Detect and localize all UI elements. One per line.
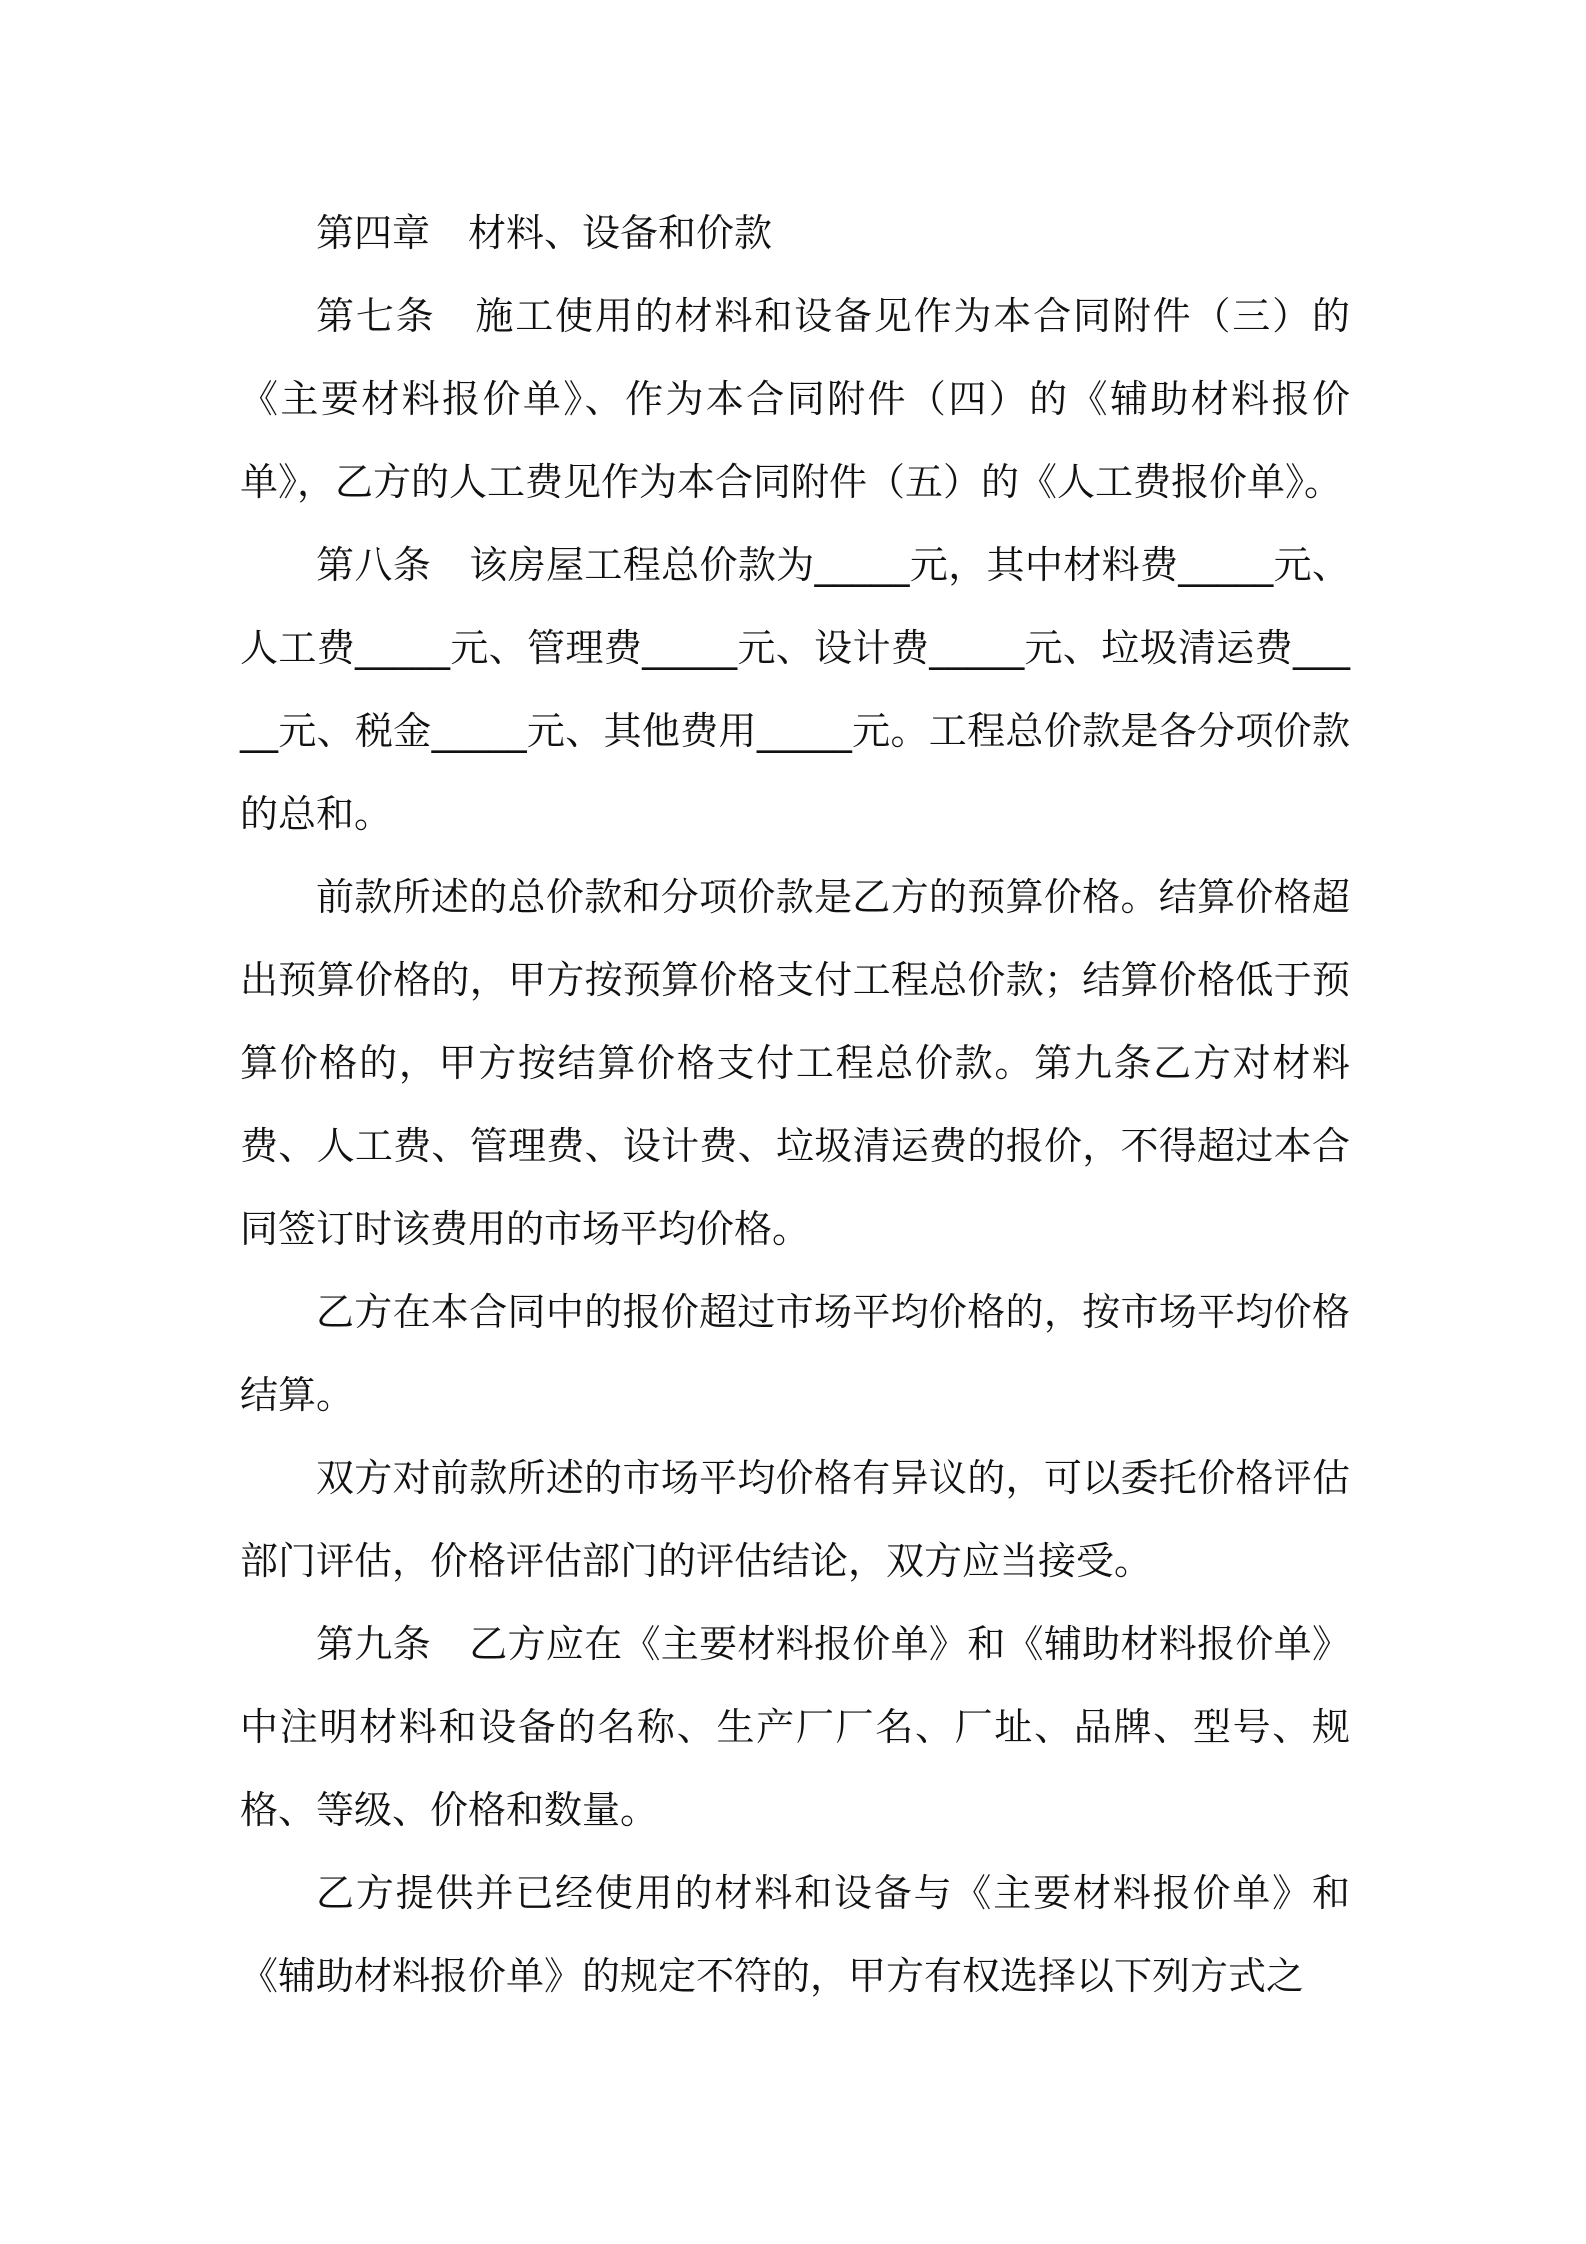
dispute-paragraph: 双方对前款所述的市场平均价格有异议的，可以委托价格评估部门评估，价格评估部门的评估结论，双方应当接受。 — [240, 1456, 1350, 1583]
budget-price-paragraph: 前款所述的总价款和分项价款是乙方的预算价格。结算价格超出预算价格的，甲方按预算价格支付工程总价款；结算价格低于预算价格的，甲方按结算价格支付工程总价款。第九条乙方对材料费、人工费、管理费、设计费、垃圾清运费的报价，不得超过本合同签订时该费用的市场平均价格。 — [240, 875, 1350, 1251]
nonconformity-paragraph: 乙方提供并已经使用的材料和设备与《主要材料报价单》和《辅助材料报价单》的规定不符的，甲方有权选择以下列方式之 — [240, 1871, 1350, 1998]
market-price-paragraph: 乙方在本合同中的报价超过市场平均价格的，按市场平均价格结算。 — [240, 1290, 1350, 1417]
article-8-paragraph: 第八条 该房屋工程总价款为_____元，其中材料费_____元、人工费_____元、管理费_____元、设计费_____元、垃圾清运费_____元、税金_____元、其他费用_____元。工程总价款是各分项价款的总和。 — [240, 543, 1350, 836]
article-7-paragraph: 第七条 施工使用的材料和设备见作为本合同附件（三）的《主要材料报价单》、作为本合同附件（四）的《辅助材料报价单》，乙方的人工费见作为本合同附件（五）的《人工费报价单》。 — [240, 294, 1350, 504]
document-body — [240, 192, 1350, 2018]
chapter-heading: 第四章 材料、设备和价款 — [316, 211, 773, 255]
article-9-paragraph: 第九条 乙方应在《主要材料报价单》和《辅助材料报价单》中注明材料和设备的名称、生产厂厂名、厂址、品牌、型号、规格、等级、价格和数量。 — [240, 1622, 1350, 1832]
